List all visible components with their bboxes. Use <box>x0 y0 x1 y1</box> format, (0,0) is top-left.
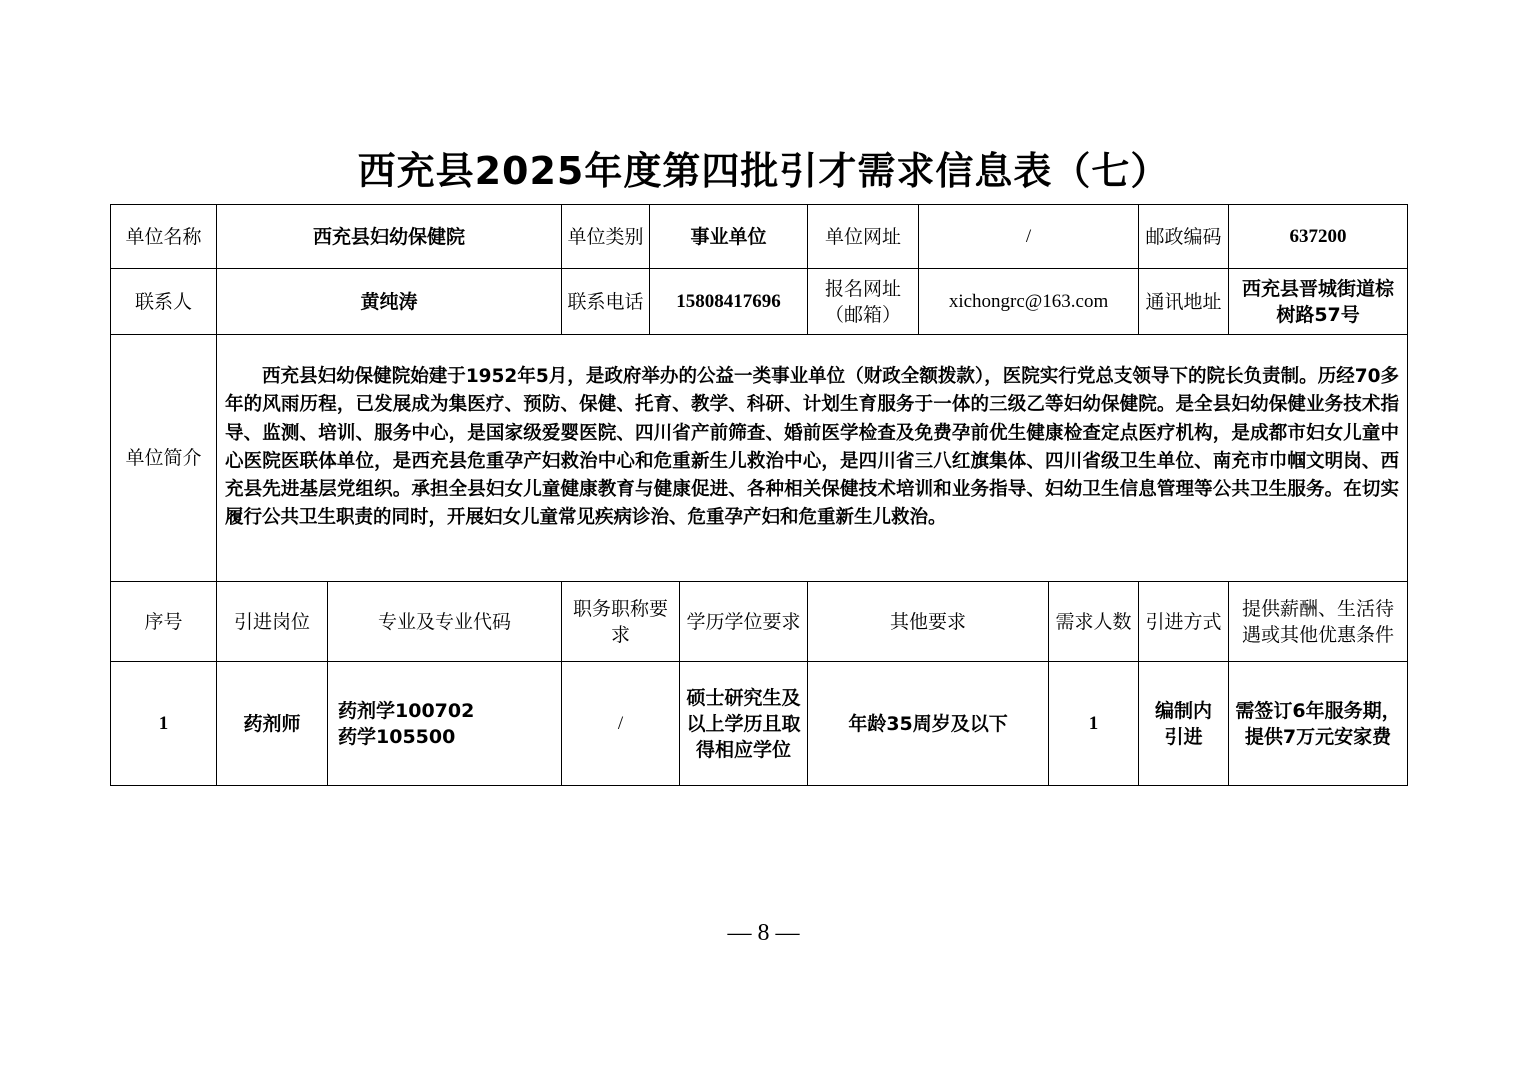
job-method: 编制内引进 <box>1139 662 1229 786</box>
recruitment-info-table <box>110 204 1408 786</box>
page-title: 西充县2025年度第四批引才需求信息表（七） <box>357 149 1170 193</box>
header-benefits: 提供薪酬、生活待遇或其他优惠条件 <box>1229 582 1408 662</box>
unit-name-label: 单位名称 <box>111 205 217 269</box>
phone-value: 15808417696 <box>650 269 808 335</box>
phone-label: 联系电话 <box>562 269 650 335</box>
job-count: 1 <box>1049 662 1139 786</box>
job-edu: 硕士研究生及以上学历且取得相应学位 <box>680 662 808 786</box>
job-major-1: 药剂学100702 <box>338 699 475 722</box>
unit-info-row-2 <box>111 269 1408 335</box>
unit-type-label: 单位类别 <box>562 205 650 269</box>
address-label: 通讯地址 <box>1139 269 1229 335</box>
signup-label: 报名网址（邮箱） <box>808 269 919 335</box>
intro-cell <box>217 335 1408 582</box>
header-seq: 序号 <box>111 582 217 662</box>
table-row <box>111 662 1408 786</box>
header-method: 引进方式 <box>1139 582 1229 662</box>
address-value: 西充县晋城街道棕树路57号 <box>1229 269 1408 335</box>
unit-intro-row <box>111 335 1408 582</box>
contact-value: 黄纯涛 <box>217 269 562 335</box>
unit-website-value: / <box>919 205 1139 269</box>
header-position: 引进岗位 <box>217 582 328 662</box>
header-major: 专业及专业代码 <box>328 582 562 662</box>
unit-website-label: 单位网址 <box>808 205 919 269</box>
unit-name-value: 西充县妇幼保健院 <box>217 205 562 269</box>
header-count: 需求人数 <box>1049 582 1139 662</box>
header-edu: 学历学位要求 <box>680 582 808 662</box>
intro-label: 单位简介 <box>111 335 217 582</box>
job-title-req: / <box>562 662 680 786</box>
jobs-header-row <box>111 582 1408 662</box>
job-major-2: 药学105500 <box>338 725 456 748</box>
job-benefits: 需签订6年服务期，提供7万元安家费 <box>1229 662 1408 786</box>
header-other: 其他要求 <box>808 582 1049 662</box>
header-title-req: 职务职称要求 <box>562 582 680 662</box>
postcode-value: 637200 <box>1229 205 1408 269</box>
signup-email: xichongrc@163.com <box>919 269 1139 335</box>
intro-text: 西充县妇幼保健院始建于1952年5月，是政府举办的公益一类事业单位（财政全额拨款），医院实行党总支领导下的院长负责制。历经70多年的风雨历程，已发展成为集医疗、预防、保健、托育、教学、科研、计划生育服务于一体的三级乙等妇幼保健院。是全县妇幼保健业务技术指导、监测、培训、服务中心，是国家级爱婴医院、四川省产前筛查、婚前医学检查及免费孕前优生健康检查定点医疗机构，是成都市妇女儿童中心医院医联体单位，是西充县危重孕产妇救治中心和危重新生儿救治中心，是四川省三八红旗集体、四川省级卫生单位、南充市巾帼文明岗、西充县先进基层党组织。承担全县妇女儿童健康教育与健康促进、各种相关保健技术培训和业务指导、妇幼卫生信息管理等公共卫生服务。在切实履行公共卫生职责的同时，开展妇女儿童常见疾病诊治、危重孕产妇和危重新生儿救治。 <box>225 366 1400 529</box>
contact-label: 联系人 <box>111 269 217 335</box>
unit-type-value: 事业单位 <box>650 205 808 269</box>
unit-info-row-1 <box>111 205 1408 269</box>
postcode-label: 邮政编码 <box>1139 205 1229 269</box>
job-seq: 1 <box>111 662 217 786</box>
page-number: — 8 — <box>727 920 800 946</box>
job-other: 年龄35周岁及以下 <box>808 662 1049 786</box>
job-position: 药剂师 <box>217 662 328 786</box>
job-major <box>328 662 562 786</box>
